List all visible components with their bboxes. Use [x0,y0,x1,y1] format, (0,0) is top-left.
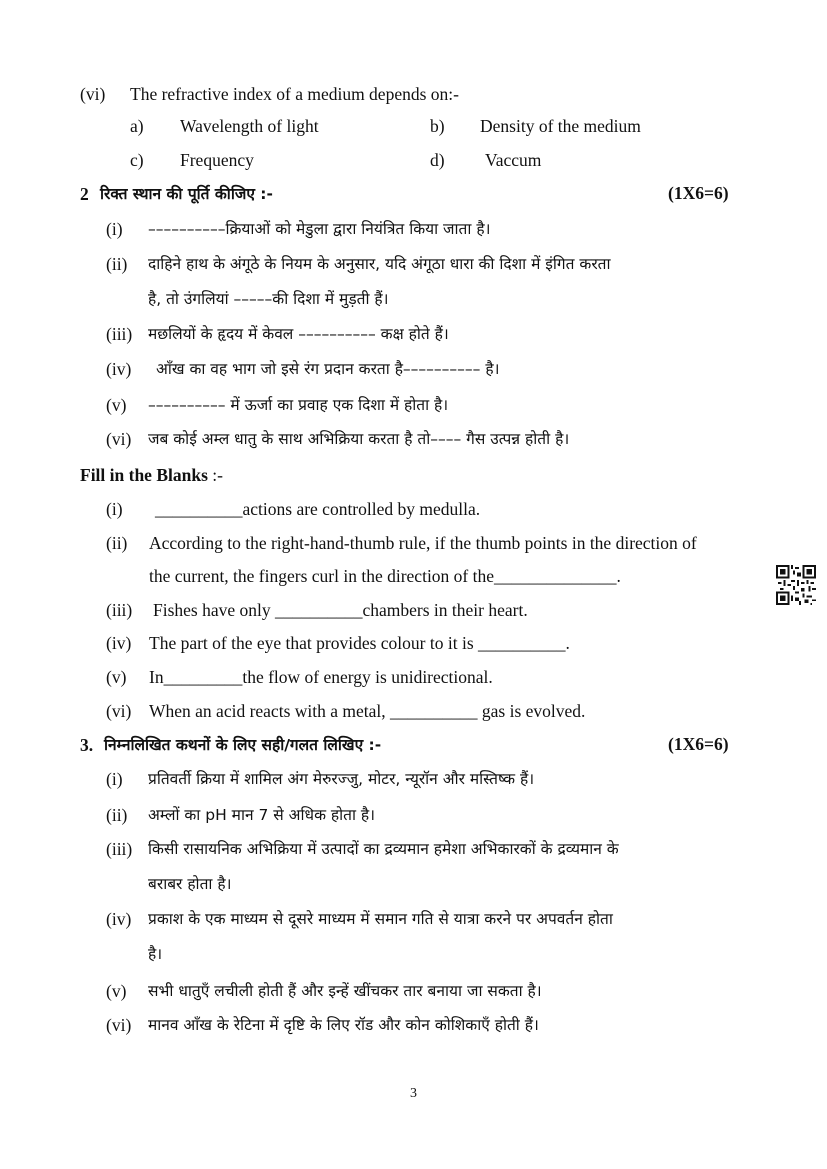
item-text: When an acid reacts with a metal, __________ gas is evolved. [149,701,586,721]
item-text: The part of the eye that provides colour to it is __________. [149,633,570,653]
item-text-cont: है। [148,945,163,963]
item-text: मानव आँख के रेटिना में दृष्टि के लिए रॉड और कोन कोशिकाएँ होती हैं। [148,1016,539,1034]
item-number: (ii) [106,805,128,825]
item-text: सभी धातुएँ लचीली होती हैं और इन्हें खींचकर तार बनाया जा सकता है। [148,982,542,1000]
item-number: (ii) [106,254,128,274]
item-text: –––––––––– में ऊर्जा का प्रवाह एक दिशा में होता है। [148,396,449,414]
option-text: Wavelength of light [180,116,319,136]
item-number: (iv) [106,359,132,379]
item-number: (vi) [106,1015,132,1035]
fill-blanks-title-suffix: :- [207,465,223,485]
item-number: (iv) [106,909,132,929]
option-text: Density of the medium [480,116,641,136]
item-text: आँख का वह भाग जो इसे रंग प्रदान करता है–––––––––– है। [156,360,500,378]
item-text: According to the right-hand-thumb rule, if the thumb points in the direction of [149,533,697,553]
item-text: दाहिने हाथ के अंगूठे के नियम के अनुसार, यदि अंगूठा धारा की दिशा में इंगित करता [148,255,611,273]
item-text: मछलियों के हृदय में केवल –––––––––– कक्ष होते हैं। [148,325,449,343]
option-label: a) [130,116,144,136]
qr-code-icon [776,565,816,605]
item-number: (iii) [106,324,133,344]
option-label: d) [430,150,445,170]
item-number: (vi) [106,429,132,449]
item-text: प्रतिवर्ती क्रिया में शामिल अंग मेरुरज्जु, मोटर, न्यूरॉन और मस्तिष्क हैं। [148,770,535,788]
item-text: Fishes have only __________chambers in their heart. [153,600,528,620]
section-title: रिक्त स्थान की पूर्ति कीजिए :- [100,185,273,203]
section-marks: (1X6=6) [668,183,729,203]
fill-blanks-title: Fill in the Blanks [80,465,208,485]
item-text: In_________the flow of energy is unidirectional. [149,667,493,687]
section-number: 2 [80,184,89,204]
item-number: (v) [106,667,127,687]
fill-blanks-heading [80,464,223,486]
item-text: अम्लों का pH मान 7 से अधिक होता है। [148,806,376,824]
item-text: ––––––––––क्रियाओं को मेडुला द्वारा नियंत्रित किया जाता है। [148,220,491,238]
item-text: __________actions are controlled by medulla. [155,499,481,519]
option-text: Frequency [180,150,254,170]
item-text-cont: बराबर होता है। [148,875,232,893]
item-text-cont: है, तो उंगलियां –––––की दिशा में मुड़ती हैं। [148,290,389,308]
item-number: (i) [106,769,123,789]
item-number: (ii) [106,533,128,553]
item-text: प्रकाश के एक माध्यम से दूसरे माध्यम में समान गति से यात्रा करने पर अपवर्तन होता [148,910,613,928]
option-label: b) [430,116,445,136]
item-number: (v) [106,981,127,1001]
item-number: (iii) [106,600,133,620]
item-text-cont: the current, the fingers curl in the direction of the______________. [149,566,621,586]
section-marks: (1X6=6) [668,734,729,754]
section-title: निम्नलिखित कथनों के लिए सही/गलत लिखिए :- [104,736,382,754]
option-label: c) [130,150,144,170]
mcq-question: The refractive index of a medium depends on:- [130,84,459,104]
item-number: (v) [106,395,127,415]
item-number: (vi) [106,701,132,721]
option-text: Vaccum [485,150,542,170]
item-text: किसी रासायनिक अभिक्रिया में उत्पादों का द्रव्यमान हमेशा अभिकारकों के द्रव्यमान के [148,840,619,858]
mcq-number: (vi) [80,84,106,104]
item-number: (iii) [106,839,133,859]
section-number: 3. [80,735,94,755]
page-number: 3 [410,1086,417,1101]
item-number: (i) [106,499,123,519]
item-number: (i) [106,219,123,239]
item-number: (iv) [106,633,132,653]
item-text: जब कोई अम्ल धातु के साथ अभिक्रिया करता है तो–––– गैस उत्पन्न होती है। [148,430,570,448]
